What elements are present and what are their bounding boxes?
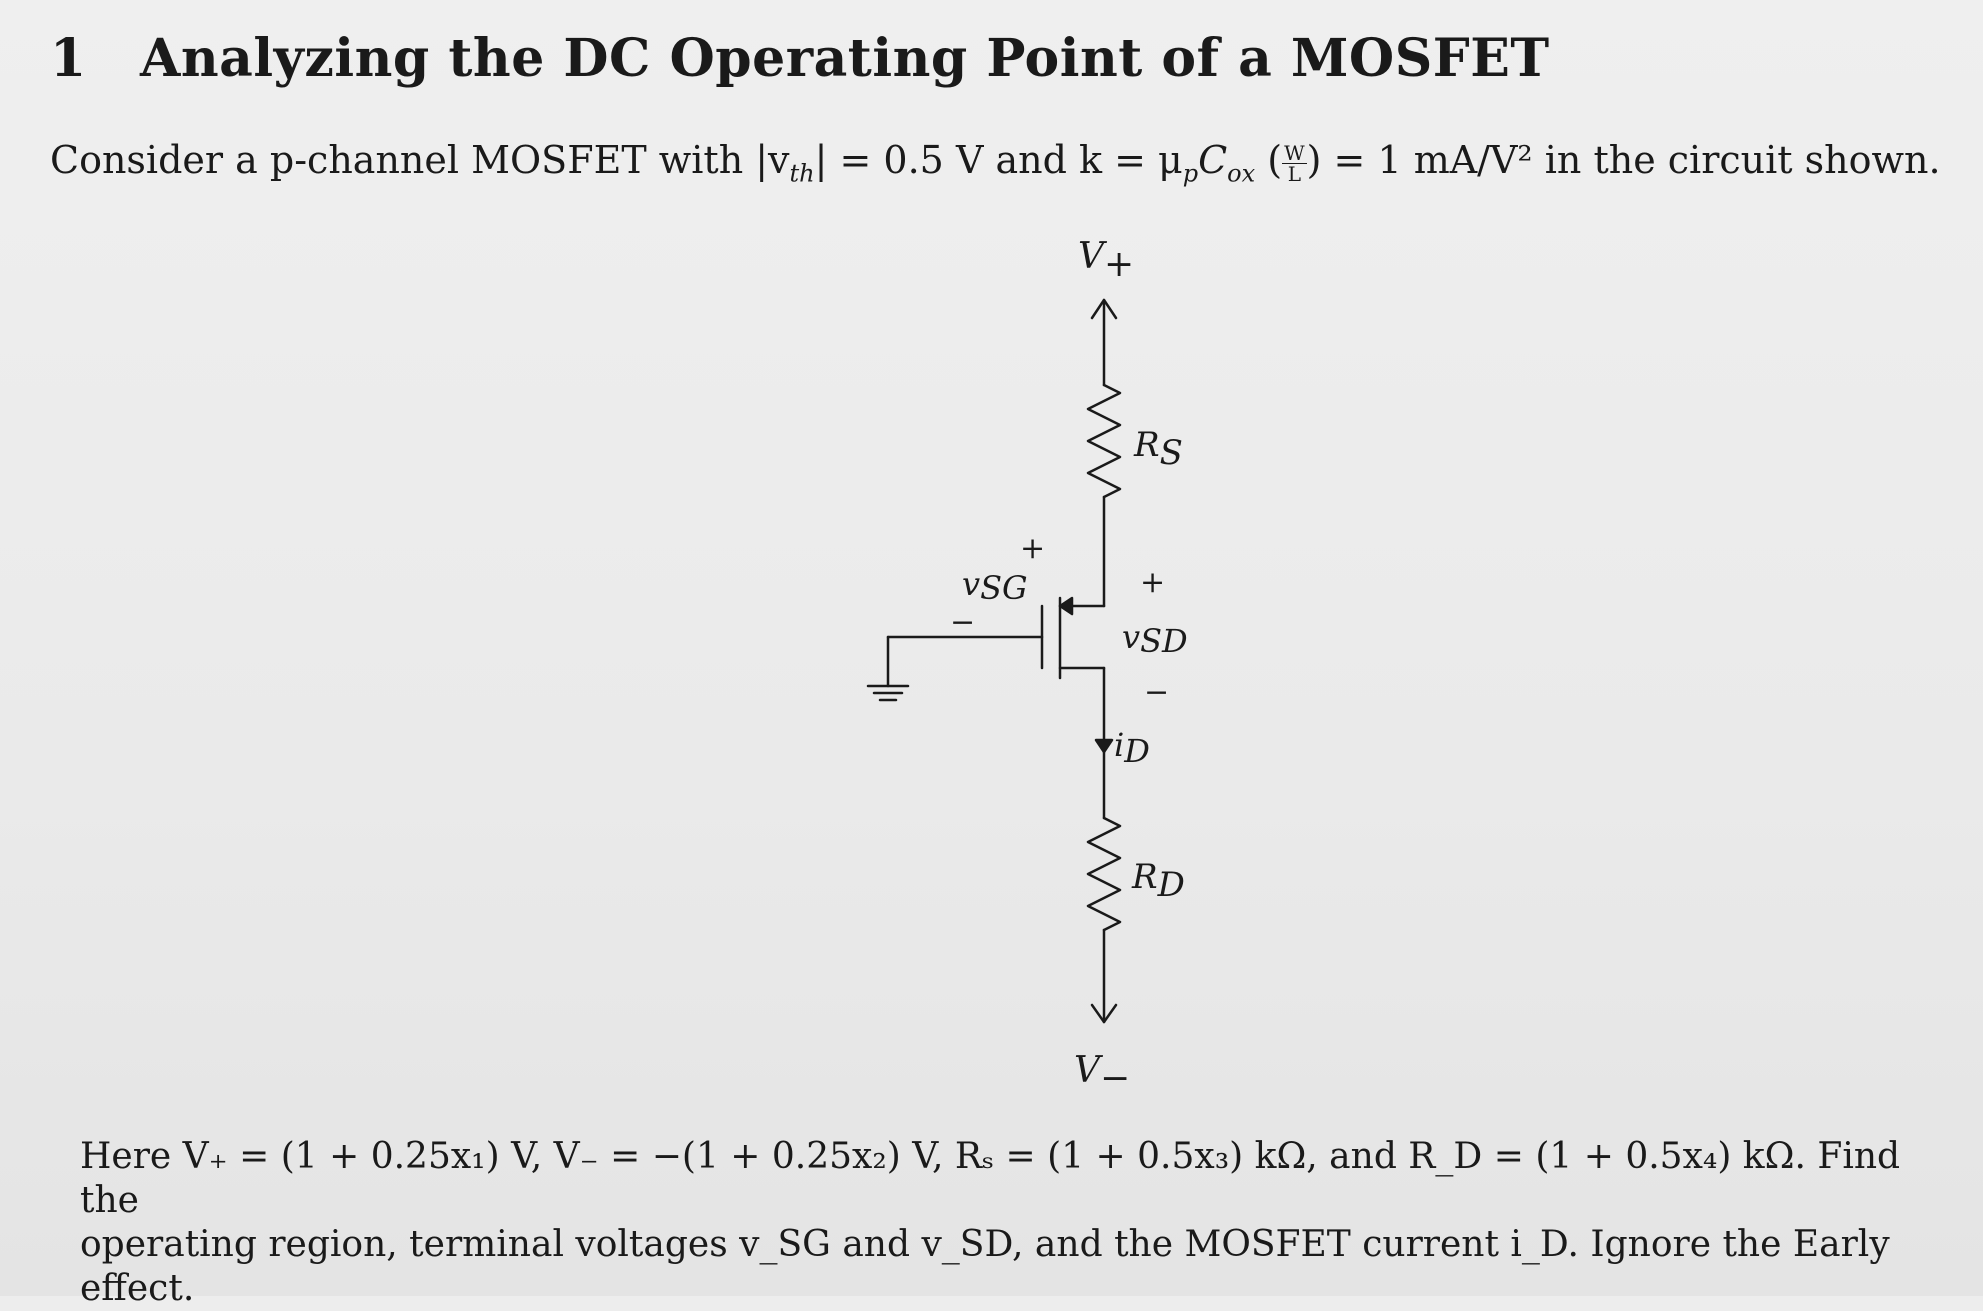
vsd-label: vSD <box>1122 618 1188 660</box>
vminus-label: V− <box>1074 1050 1131 1099</box>
intro-p-subscript: p <box>1182 159 1199 188</box>
section-title: Analyzing the DC Operating Point of a MOSFET <box>140 28 1550 89</box>
vsd-plus: + <box>1140 565 1166 600</box>
intro-text-after: ) = 1 mA/V² in the circuit shown. <box>1306 138 1941 182</box>
problem-statement <box>80 1135 1930 1311</box>
vsg-label: vSG <box>962 565 1028 607</box>
vsg-minus: − <box>950 605 976 640</box>
statement-line-1: Here V₊ = (1 + 0.25x₁) V, V₋ = −(1 + 0.25x₂) V, Rₛ = (1 + 0.5x₃) kΩ, and R_D = (1 + 0.5x₄) kΩ. Find the <box>80 1136 1901 1221</box>
section-number: 1 <box>50 28 87 89</box>
vsg-plus: + <box>1020 531 1046 566</box>
intro-cox-symbol: C <box>1198 138 1228 182</box>
id-arrow-icon <box>1096 740 1112 752</box>
rd-resistor <box>1088 818 1120 930</box>
rd-label: RD <box>1132 857 1185 905</box>
intro-text-before: Consider a p-channel MOSFET with |v <box>50 138 790 182</box>
fraction-numerator: W <box>1284 141 1305 165</box>
ground-icon <box>868 686 908 700</box>
intro-text-mid: | = 0.5 V and k = μ <box>814 138 1183 182</box>
rs-resistor <box>1088 385 1120 497</box>
statement-line-2: operating region, terminal voltages v_SG and v_SD, and the MOSFET current i_D. Ignore the Early effect. <box>80 1224 1890 1309</box>
source-arrow-icon <box>1060 598 1072 614</box>
rs-label: RS <box>1134 425 1183 473</box>
intro-ox-subscript: ox <box>1227 159 1256 188</box>
intro-vth-subscript: th <box>789 159 815 188</box>
id-label: iD <box>1114 726 1150 770</box>
vsd-minus: − <box>1144 675 1170 710</box>
vplus-label: V+ <box>1078 236 1135 285</box>
problem-intro: Consider a p-channel MOSFET with $|v_{th}| = 0.5$ V and $k = \mu_pC_{ox}$ ( $\frac{W}{L}$ ) = 1 mA/V² in the circuit shown. <box>50 138 1941 188</box>
fraction-denominator: L <box>1287 162 1301 186</box>
